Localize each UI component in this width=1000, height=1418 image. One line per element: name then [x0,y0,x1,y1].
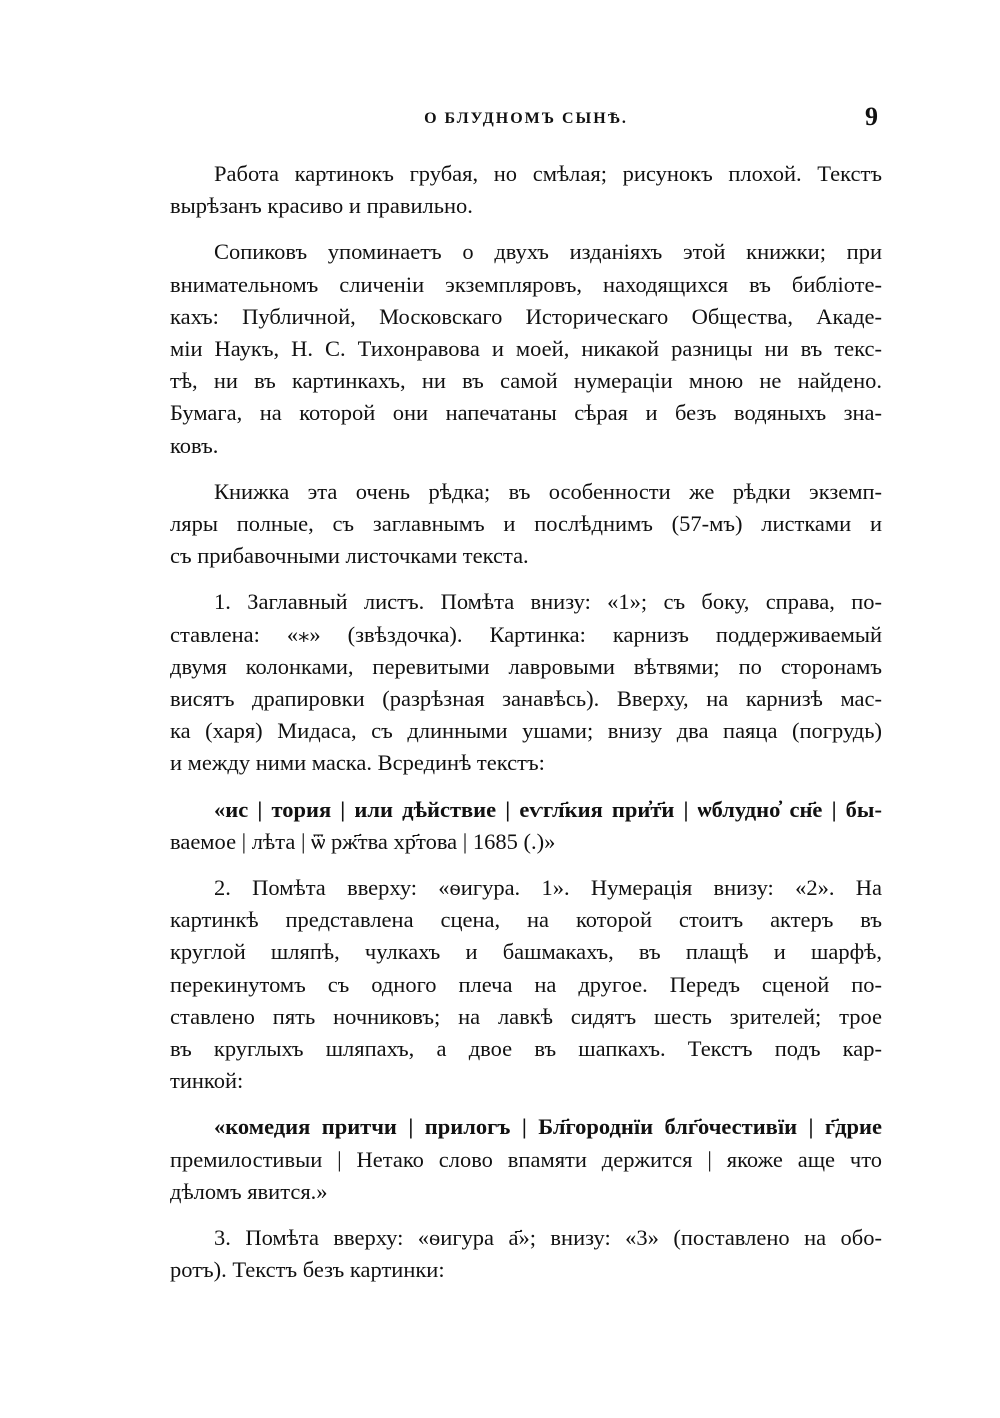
quote-line: дѣломъ явится.» [170,1178,328,1204]
title-quote-2 [170,1111,882,1208]
text-line: Бумага, на которой они напечатаны сѣрая и безъ водяныхъ зна- [170,400,882,426]
page-number: 9 [865,102,878,131]
text-line: въ круглыхъ шляпахъ, а двое въ шапкахъ. Текстъ подъ кар- [170,1036,882,1062]
quote-line: ваемое | лѣта | ѿ рж҃тва хр҃това | 1685 (.)» [170,828,556,854]
quote-line: премилостивыи | Нетако слово впамяти держится | якоже аще что [170,1146,882,1172]
text-line: ка (харя) Мидаса, съ длинными ушами; внизу два паяца (погрудь) [170,718,882,744]
text-line: внимательномъ сличеніи экземпляровъ, находящихся въ библіоте- [170,271,882,297]
text-line: вырѣзанъ красиво и правильно. [170,193,473,219]
paragraph-6 [170,1222,882,1286]
text-line: висятъ драпировки (разрѣзная занавѣсь). Вверху, на карнизѣ мас- [170,686,882,712]
text-line: тѣ, ни въ картинкахъ, ни въ самой нумераціи мною не найдено. [170,368,882,394]
quote-line: «комедия притчи | прилогъ | Бл҃городнїи блг҃очестивїи | г҃дрие [214,1114,882,1140]
text-line: ставлено пять ночниковъ; на лавкѣ сидятъ шесть зрителей; трое [170,1003,882,1029]
text-line: Книжка эта очень рѣдка; въ особенности же рѣдки экземп- [214,478,882,504]
text-line: Работа картинокъ грубая, но смѣлая; рисунокъ плохой. Текстъ [214,161,882,186]
quote-line: «ис | тория | или дѣйствие | еѵгл҃кия при҆т҃и | ѡблудно҆ сн҃е | бы- [214,796,882,822]
text-line: ротъ). Текстъ безъ картинки: [170,1257,445,1283]
text-line: 1. Заглавный листъ. Помѣта внизу: «1»; съ боку, справа, по- [214,589,882,615]
text-line: ковъ. [170,432,219,458]
title-quote-1 [170,794,882,858]
text-line: ставлена: «⁎» (звѣздочка). Картинка: карнизъ поддерживаемый [170,621,882,647]
text-line: міи Наукъ, Н. С. Тихонравова и моей, никакой разницы ни въ текс- [170,336,882,362]
paragraph-3 [170,476,882,573]
text-line: кахъ: Публичной, Московскаго Историческаго Общества, Акаде- [170,303,882,329]
text-line: картинкѣ представлена сцена, на которой стоитъ актеръ въ [170,907,882,933]
text-line: круглой шляпѣ, чулкахъ и башмакахъ, въ плащѣ и шарфѣ, [170,939,882,965]
paragraph-1 [170,158,882,222]
paragraph-2 [170,236,882,461]
text-line: 3. Помѣта вверху: «ѳигура а҃»; внизу: «3» (поставлено на обо- [214,1225,882,1251]
text-line: 2. Помѣта вверху: «ѳигура. 1». Нумерація внизу: «2». На [214,875,882,901]
paragraph-5 [170,872,882,1097]
text-line: двумя колонками, перевитыми лавровыми вѣтвями; по сторонамъ [170,653,882,679]
paragraph-4 [170,586,882,779]
book-page [170,100,882,1301]
text-line: перекинутомъ съ одного плеча на другое. Передъ сценой по- [170,971,882,997]
text-line: тинкой: [170,1068,244,1094]
body-text [170,158,882,1287]
running-head [170,100,882,140]
text-line: Сопиковъ упоминаетъ о двухъ изданіяхъ этой книжки; при [214,239,882,265]
text-line: ляры полные, съ заглавнымъ и послѣднимъ (57-мъ) листками и [170,511,882,537]
text-line: и между ними маска. Всрединѣ текстъ: [170,750,545,776]
text-line: съ прибавочными листочками текста. [170,543,529,569]
running-title: О БЛУДНОМЪ СЫНѢ. [424,110,628,127]
